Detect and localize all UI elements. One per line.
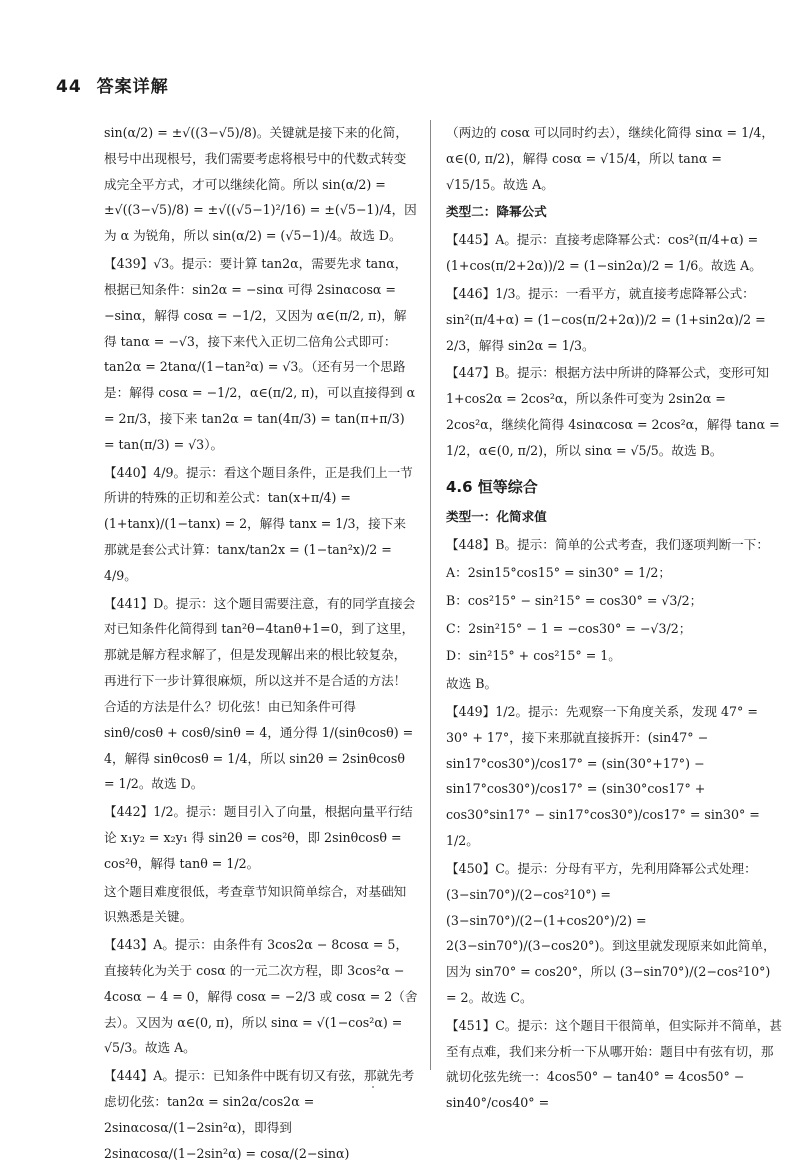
column-divider — [430, 120, 431, 1070]
solution-444: 【444】A。提示：已知条件中既有切又有弦，那就先考虑切化弦：tan2α = sin2α/cos2α = 2sinαcosα/(1−2sin²α)，即得到 2sinαcosα/(1−2sin²α) = cosα/(2−sinα) — [104, 1068, 415, 1161]
scan-speck — [372, 1086, 374, 1088]
solution-438-continued: sin(α/2) = ±√((3−√5)/8)。关键就是接下来的化简，根号中出现根号，我们需要考虑将根号中的代数式转变成完全平方式，才可以继续化简。所以 sin(α/2) = ±√((3−√5)/8) = ±√((√5−1)²/16) = ±(√5−1)/4，因为 α 为锐角，所以 sin(α/2) = (√5−1)/4。故选 D。 — [104, 125, 417, 244]
solution-450: 【450】C。提示：分母有平方，先利用降幂公式处理：(3−sin70°)/(2−cos²10°) = (3−sin70°)/(2−(1+cos20°)/2) = 2(3−sin70°)/(3−cos20°)。到这里就发现原来如此简单，因为 sin70° = cos20°，所以 (3−sin70°)/(2−cos²10°) = 2。故选 C。 — [446, 860, 776, 1005]
solution-448: 【448】B。提示：简单的公式考查，我们逐项判断一下： — [446, 537, 769, 553]
type-heading-1: 类型一：化简求值 — [446, 509, 547, 525]
solution-448-option-d: D：sin²15° + cos²15° = 1。 — [446, 648, 621, 664]
page-number: 44 — [56, 77, 82, 97]
solution-442: 【442】1/2。提示：题目引入了向量，根据向量平行结论 x₁y₂ = x₂y₁ 得 sin2θ = cos²θ，即 2sinθcosθ = cos²θ，解得 tanθ = 1/2。 — [104, 804, 413, 871]
solution-441: 【441】D。提示：这个题目需要注意，有的同学直接会对已知条件化简得到 tan²θ−4tanθ+1=0，到了这里，那就是解方程求解了，但是发现解出来的根比较复杂，再进行下一步计算很麻烦，所以这并不是合适的方法！合适的方法是什么？切化弦！由已知条件可得 sinθ/cosθ + cosθ/sinθ = 4，通分得 1/(sinθcosθ) = 4，解得 sinθcosθ = 1/4，所以 sin2θ = 2sinθcosθ = 1/2。故选 D。 — [104, 595, 416, 792]
page-header — [56, 72, 169, 97]
solution-449: 【449】1/2。提示：先观察一下角度关系，发现 47° = 30° + 17°，接下来那就直接拆开：(sin47° − sin17°cos30°)/cos17° = (sin(30°+17°) − sin17°cos30°)/cos17° = (sin30°cos17° + cos30°sin17° − sin17°cos30°)/cos17° = sin30° = 1/2。 — [446, 704, 760, 849]
solution-442-note: 这个题目难度很低，考查章节知识简单综合，对基础知识熟悉是关键。 — [104, 883, 407, 925]
solution-446: 【446】1/3。提示：一看平方，就直接考虑降幂公式：sin²(π/4+α) = (1−cos(π/2+2α))/2 = (1+sin2α)/2 = 2/3，解得 sin2α = 1/3。 — [446, 285, 766, 353]
solution-447: 【447】B。提示：根据方法中所讲的降幂公式，变形可知 1+cos2α = 2cos²α，所以条件可变为 2sin2α = 2cos²α，继续化简得 4sinαcosα = 2cos²α，解得 tanα = 1/2，α∈(0, π/2)，所以 sinα = √5/5。故选 B。 — [446, 365, 780, 458]
right-column — [446, 120, 782, 1110]
solution-448-end: 故选 B。 — [446, 676, 498, 692]
solution-439: 【439】√3。提示：要计算 tan2α，需要先求 tanα，根据已知条件：sin2α = −sinα 可得 2sinαcosα = −sinα，解得 cosα = −1/2，又因为 α∈(π/2, π)，解得 tanα = −√3，接下来代入正切二倍角公式即可：tan2α = 2tanα/(1−tan²α) = √3。（还有另一个思路是：解得 cosα = −1/2，α∈(π/2, π)，可以直接得到 α = 2π/3，接下来 tan2α = tan(4π/3) = tan(π+π/3) = tan(π/3) = √3）。 — [104, 256, 416, 452]
solution-440: 【440】4/9。提示：看这个题目条件，正是我们上一节所讲的特殊的正切和差公式：tan(x+π/4) = (1+tanx)/(1−tanx) = 2，解得 tanx = 1/3，接下来那就是套公式计算：tanx/tan2x = (1−tan²x)/2 = 4/9。 — [104, 464, 413, 583]
type-heading-2: 类型二：降幂公式 — [446, 204, 547, 220]
solution-443: 【443】A。提示：由条件有 3cos2α − 8cosα = 5，直接转化为关于 cosα 的一元二次方程，即 3cos²α − 4cosα − 4 = 0，解得 cosα = −2/3 或 cosα = 2（舍去）。又因为 α∈(0, π)，所以 sinα = √(1−cos²α) = √5/3。故选 A。 — [104, 937, 418, 1056]
page-title: 答案详解 — [96, 77, 169, 97]
left-column — [104, 120, 418, 1161]
section-heading: 4.6 恒等综合 — [446, 477, 538, 496]
solution-448-option-c: C：2sin²15° − 1 = −cos30° = −√3/2； — [446, 620, 692, 636]
solution-444-continued: （两边的 cosα 可以同时约去），继续化简得 sinα = 1/4，α∈(0, π/2)，解得 cosα = √15/4，所以 tanα = √15/15。故选 A。 — [446, 125, 774, 192]
solution-445: 【445】A。提示：直接考虑降幂公式：cos²(π/4+α) = (1+cos(π/2+2α))/2 = (1−sin2α)/2 = 1/6。故选 A。 — [446, 232, 762, 274]
solution-448-option-a: A：2sin15°cos15° = sin30° = 1/2； — [446, 564, 671, 580]
solution-451: 【451】C。提示：这个题目干很简单，但实际并不简单，甚至有点难，我们来分析一下从哪开始：题目中有弦有切，那就切化弦先统一：4cos50° − tan40° = 4cos50° − sin40°/cos40° = — [446, 1017, 782, 1111]
solution-448-option-b: B：cos²15° − sin²15° = cos30° = √3/2； — [446, 592, 703, 608]
